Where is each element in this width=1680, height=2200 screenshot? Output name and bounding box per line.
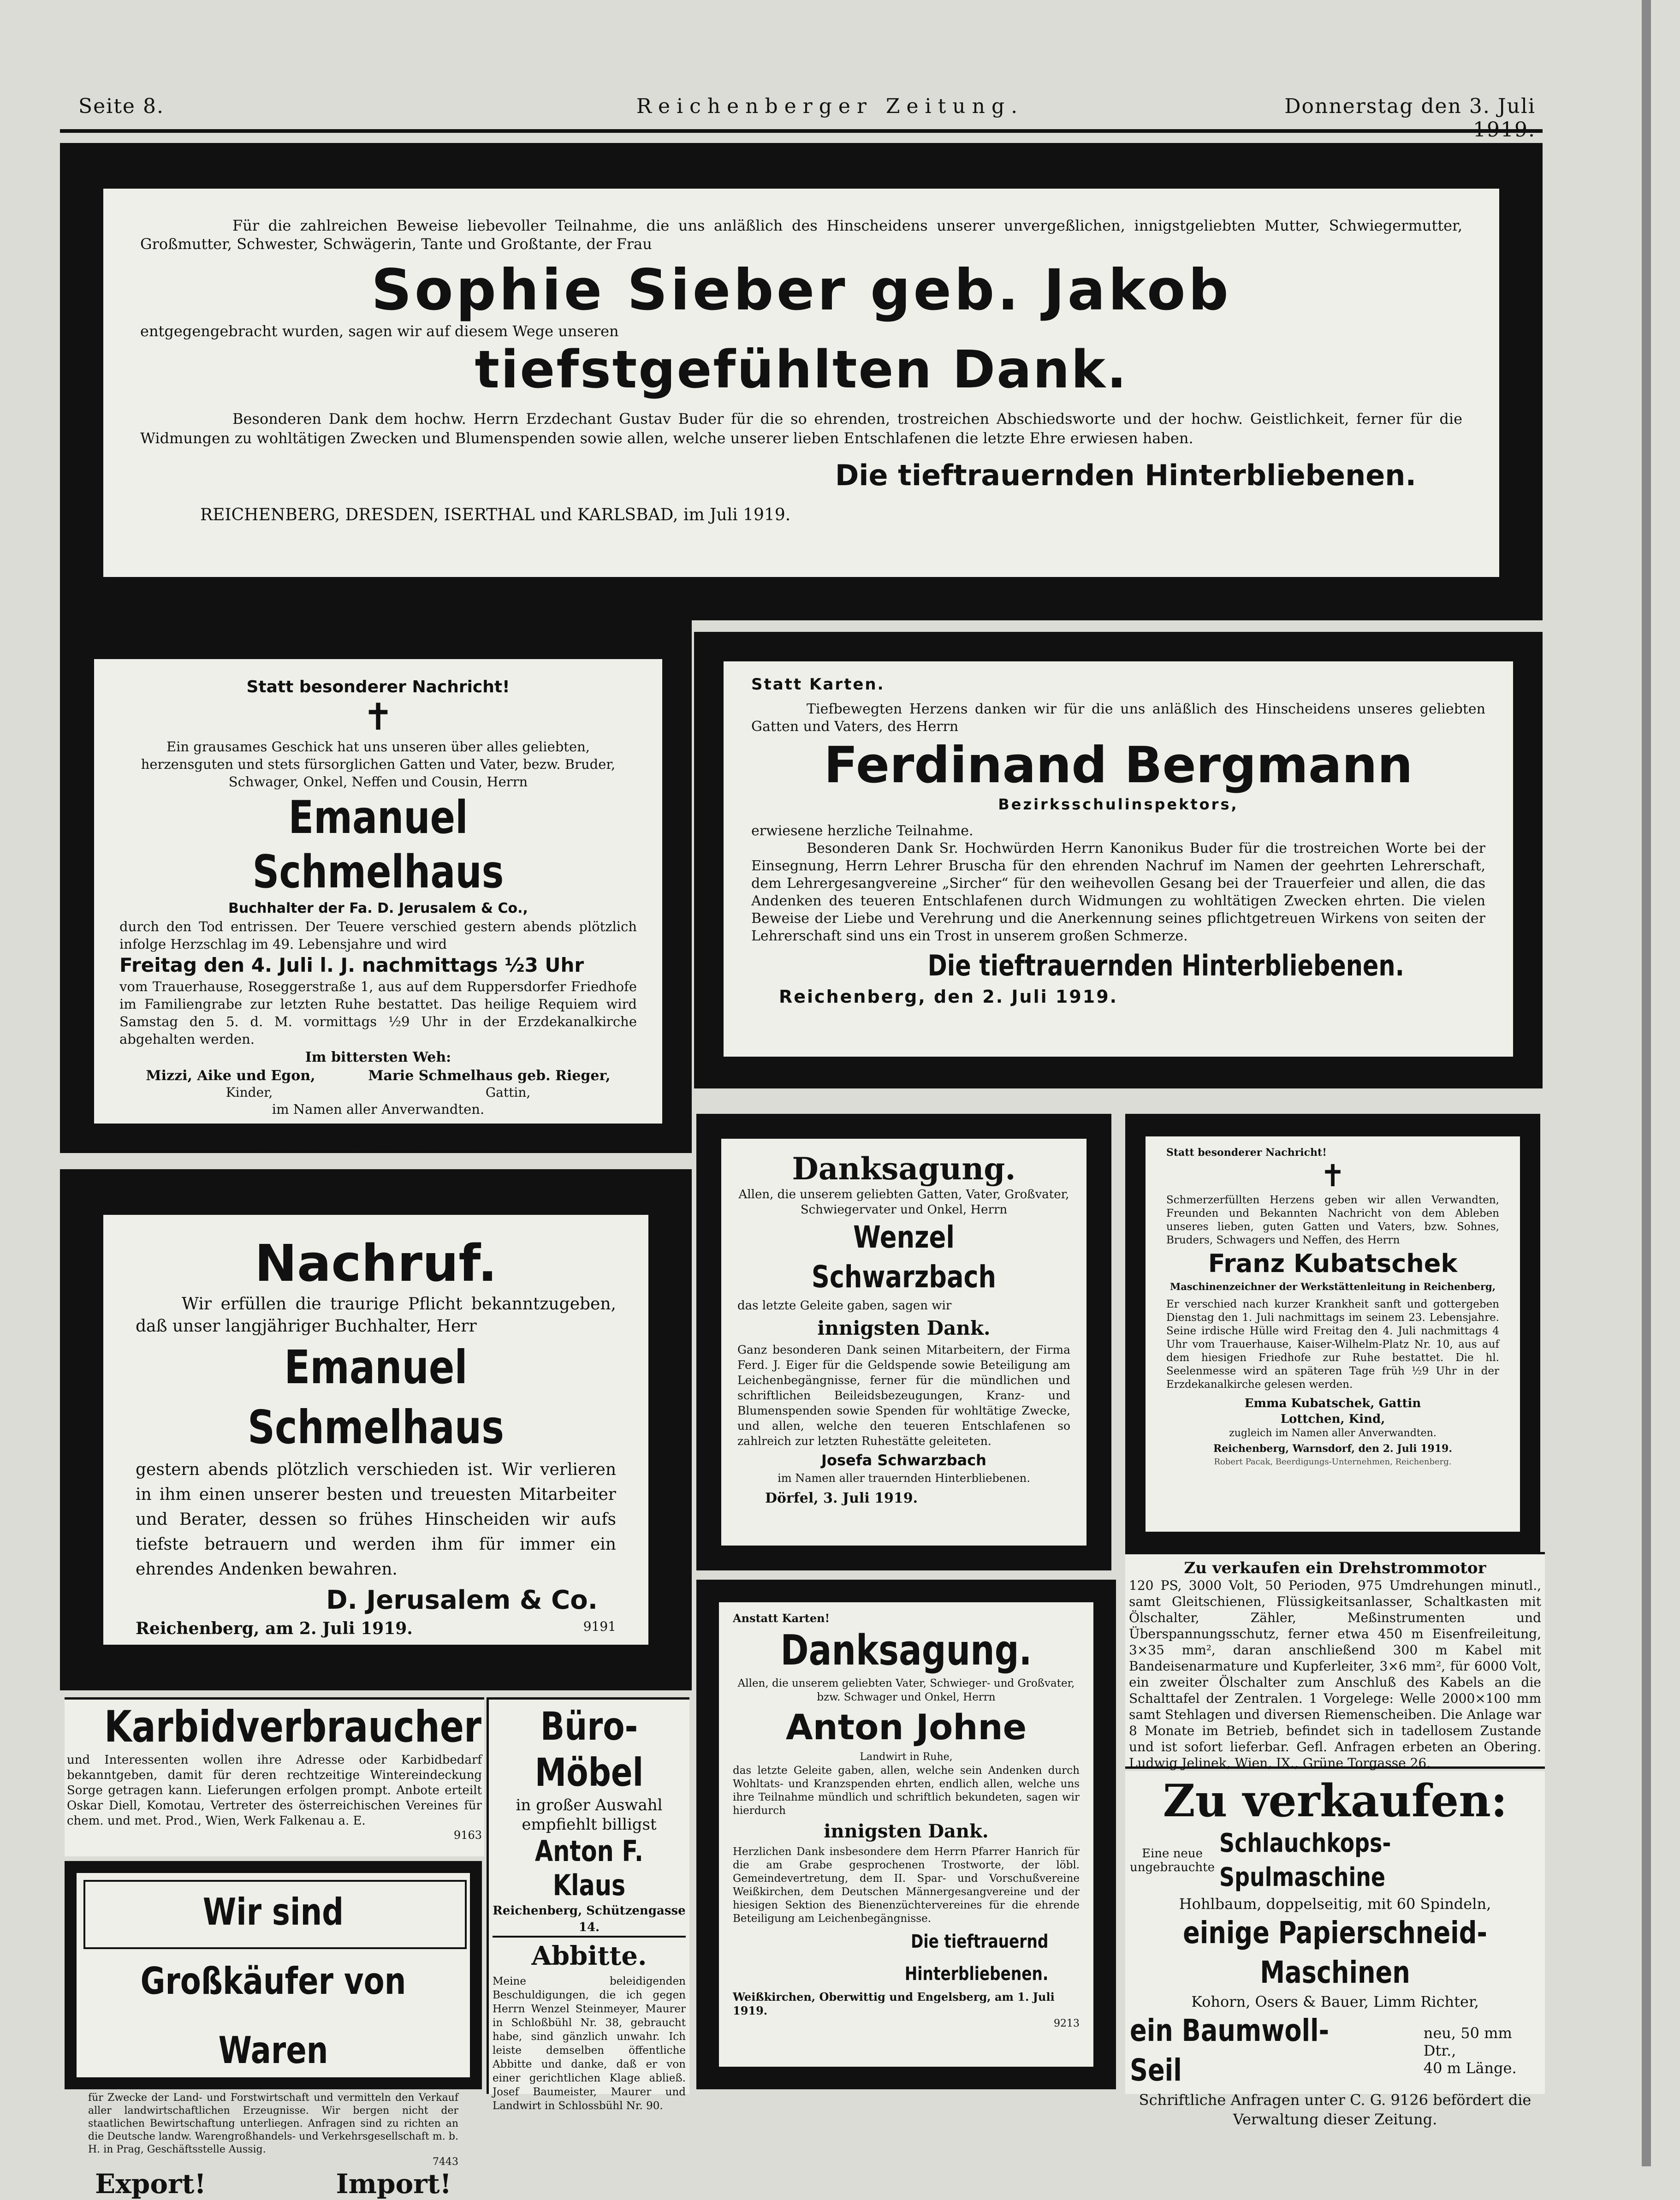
header-rule: [60, 129, 1543, 133]
kubatschek-head: Statt besonderer Nachricht!: [1166, 1147, 1327, 1159]
ad-sieber: [60, 143, 1543, 620]
schwarzbach-intro: Allen, die unserem geliebten Gatten, Vater, Großvater, Schwiegervater und Onkel, Herrn: [738, 1188, 1069, 1217]
kubatschek-name: Franz Kubatschek: [1208, 1249, 1458, 1278]
ad-drehstrom: [1125, 1552, 1545, 1769]
johne-signature: Die tieftrauernd Hinterbliebenen.: [904, 1931, 1049, 1985]
bergmann-line2: erwiesene herzliche Teilnahme.: [751, 823, 974, 839]
kubatschek-place: Reichenberg, Warnsdorf, den 2. Juli 1919.: [1213, 1443, 1452, 1455]
ad-schwarzbach: [696, 1114, 1111, 1570]
karbid-head: Karbidverbraucher: [104, 1702, 482, 1752]
ad-schwarzbach-inner: [719, 1137, 1088, 1547]
nachruf-name: Emanuel Schmelhaus: [247, 1340, 505, 1454]
schwarzbach-line2: das letzte Geleite gaben, sagen wir: [737, 1299, 952, 1313]
nachruf-head: Nachruf.: [255, 1234, 497, 1293]
sieber-name: Sophie Sieber geb. Jakob: [371, 257, 1231, 323]
ad-schmelhaus-notice-inner: [92, 657, 664, 1153]
ad-bergmann: [694, 632, 1543, 1088]
schmelhaus-grief: Im bittersten Weh:: [305, 1049, 451, 1065]
schmelhaus-role-children: Kinder,: [226, 1085, 273, 1100]
bergmann-name: Ferdinand Bergmann: [824, 737, 1413, 794]
schwarzbach-thanks: innigsten Dank.: [817, 1317, 991, 1339]
johne-thanks: innigsten Dank.: [824, 1820, 989, 1842]
schmelhaus-undertaker: Erste Reichenberger Bestattungsanstalt „Concordia“.: [239, 1141, 517, 1153]
zuverkaufen-line1a: Eine neue: [1142, 1847, 1203, 1861]
johne-head: Anstatt Karten!: [733, 1611, 830, 1625]
ad-kubatschek: [1125, 1114, 1540, 1552]
schmelhaus-text1: durch den Tod entrissen. Der Teuere verschied gestern abends plötzlich infolge Herzschlag im 49. Lebensjahre und wird: [119, 919, 637, 952]
karbid-code: 9163: [453, 1829, 482, 1842]
schmelhaus-name: Emanuel Schmelhaus: [252, 791, 504, 898]
ad-johne: [696, 1580, 1116, 2089]
johne-role: Landwirt in Ruhe,: [860, 1751, 953, 1763]
zuverkaufen-item2b: Kohorn, Osers & Bauer, Limm Richter,: [1191, 1993, 1479, 2010]
schmelhaus-title: Buchhalter der Fa. D. Jerusalem & Co.,: [228, 900, 528, 916]
johne-title: Danksagung.: [780, 1626, 1032, 1675]
schwarzbach-signer: Josefa Schwarzbach: [821, 1451, 986, 1469]
schmelhaus-role-wife: Gattin,: [485, 1085, 531, 1100]
bergmann-head: Statt Karten.: [751, 675, 885, 694]
ad-karbid: [65, 1697, 484, 1856]
zuverkaufen-line1b: ungebrauchte: [1130, 1861, 1215, 1874]
ad-grosskaeufer-inner: [75, 1871, 472, 2200]
johne-code: 9213: [1054, 2018, 1080, 2029]
ad-sieber-inner: [101, 187, 1501, 579]
kubatschek-intro: Schmerzerfüllten Herzens geben wir allen Verwandten, Freunden und Bekannten Nachricht von dem Ableben unseres lieben, guten Gatten und Vaters, bzw. Sohnes, Bruders, Schwagers und Neffen, des Herrn: [1166, 1194, 1499, 1246]
drehstrom-head: Zu verkaufen ein Drehstrommotor: [1184, 1559, 1486, 1577]
schwarzbach-relatives: im Namen aller trauernden Hinterbliebenen.: [778, 1472, 1030, 1485]
nachruf-place: Reichenberg, am 2. Juli 1919.: [136, 1619, 413, 1638]
kubatschek-title: Maschinenzeichner der Werkstättenleitung in Reichenberg,: [1169, 1281, 1496, 1292]
cross-icon-2: ✝: [1320, 1158, 1346, 1194]
sieber-place: REICHENBERG, DRESDEN, ISERTHAL und KARLSBAD, im Juli 1919.: [200, 505, 791, 524]
bergmann-signature: Die tieftrauernden Hinterbliebenen.: [927, 949, 1404, 982]
zuverkaufen-item1b: Hohlbaum, doppelseitig, mit 60 Spindeln,: [1179, 1895, 1491, 1913]
zuverkaufen-item2: einige Papierschneid-Maschinen: [1183, 1915, 1487, 1990]
abbitte-head: Abbitte.: [531, 1941, 647, 1971]
sieber-signature: Die tieftrauernden Hinterbliebenen.: [835, 458, 1416, 492]
buero-head: Büro-Möbel: [534, 1704, 644, 1795]
nachruf-intro: Wir erfüllen die traurige Pflicht bekanntzugeben, daß unser langjähriger Buchhalter, Herr: [136, 1295, 616, 1336]
import-label: Import!: [336, 2168, 451, 2200]
nachruf-firm: D. Jerusalem & Co.: [326, 1585, 598, 1615]
ad-kubatschek-inner: [1144, 1135, 1522, 1534]
schwarzbach-para: Ganz besonderen Dank seinen Mitarbeitern, der Firma Ferd. J. Eiger für die Geldspende sowie Beteiligung am Leichenbegängnisse, ferner für die mündlichen und schriftlichen Beileidsbezeugungen, Kranz- und Blumenspenden sowie Spenden für wohltätige Zwecke, und allen, welche den teueren Entschlafenen so zahlreich zur letzten Ruhestätte geleiteten.: [737, 1343, 1070, 1448]
johne-para: Herzlichen Dank insbesondere dem Herrn Pfarrer Hanrich für die am Grabe gesprochenen Trostworte, der löbl. Gemeindevertretung, dem II. Spar- und Vorschußvereine Weißkirchen, dem Deutschen Männergesangvereine und der hiesigen Sektion des Bienenzüchtervereines für die ehrende Beteiligung am Leichenbegängnisse.: [733, 1846, 1080, 1925]
karbid-para: und Interessenten wollen ihre Adresse oder Karbidbedarf bekanntgeben, damit für deren rechtzeitige Wintereindeckung Sorge getragen kann. Lieferungen erfolgen prompt. Anbote erteilt Oskar Diell, Komotau, Vertreter des österreichischen Vereines für chem. und met. Prod., Wien, Werk Falkenau a. E.: [67, 1753, 482, 1828]
sieber-line2: entgegengebracht wurden, sagen wir auf diesem Wege unseren: [140, 322, 619, 340]
nachruf-para: gestern abends plötzlich verschieden ist. Wir verlieren in ihm einen unserer besten und treuesten Mitarbeiter und Berater, dessen so frühes Hinscheiden wir aufs tiefste betrauern und werden ihm für immer ein ehrendes Andenken bewahren.: [136, 1460, 616, 1579]
buero-address: Reichenberg, Schützengasse 14.: [493, 1903, 686, 1938]
kubatschek-signer-2: Lottchen, Kind,: [1280, 1412, 1385, 1426]
abbitte-para: Meine beleidigenden Beschuldigungen, die ich gegen Herrn Wenzel Steinmeyer, Maurer in Schloßbühl Nr. 38, gebraucht habe, sind gänzlich unwahr. Ich leiste demselben öffentliche Abbitte und danke, daß er von einer gerichtlichen Klage abließ. Josef Baumeister, Maurer und Landwirt in Schlossbühl Nr. 90.: [493, 1975, 686, 2112]
johne-name: Anton Johne: [785, 1706, 1027, 1748]
schmelhaus-mourners-wife: Marie Schmelhaus geb. Rieger,: [368, 1068, 611, 1084]
ad-nachruf: [60, 1169, 692, 1690]
ad-schmelhaus-notice: [60, 620, 692, 1153]
schmelhaus-funeral: Freitag den 4. Juli l. J. nachmittags ½3 Uhr: [119, 954, 584, 976]
ad-grosskaeufer: [65, 1861, 482, 2200]
schmelhaus-mourners-children: Mizzi, Aike und Egon,: [146, 1068, 315, 1084]
ad-nachruf-inner: [101, 1213, 650, 1647]
zuverkaufen-head: Zu verkaufen:: [1163, 1775, 1508, 1827]
sieber-para: Besonderen Dank dem hochw. Herrn Erzdechant Gustav Buder für die so ehrenden, trostreichen Abschiedsworte und der hochw. Geistlichkeit, ferner für die Widmungen zu wohltätigen Zwecken und Blumenspenden sowie allen, welche unserer lieben Entschlafenen die letzte Ehre erwiesen haben.: [140, 410, 1462, 447]
grosskaeufer-head: Wir sind Großkäufer von Waren: [140, 1891, 406, 2072]
bergmann-intro: Tiefbewegten Herzens danken wir für die uns anläßlich des Hinscheidens unseres geliebten Gatten und Vaters, des Herrn: [751, 701, 1485, 735]
export-label: Export!: [95, 2168, 206, 2200]
schmelhaus-text2: vom Trauerhause, Roseggerstraße 1, aus auf dem Ruppersdorfer Friedhofe im Familiengrabe zur letzten Ruhe bestattet. Das heilige Requiem wird Samstag den 5. d. M. vormittags ½9 Uhr in der Erzdekanalkirche abgehalten werden.: [119, 979, 637, 1047]
zuverkaufen-footer: Schriftliche Anfragen unter C. G. 9126 befördert die Verwaltung dieser Zeitung.: [1139, 2091, 1532, 2128]
schwarzbach-place: Dörfel, 3. Juli 1919.: [765, 1490, 918, 1506]
zuverkaufen-item3c: 40 m Länge.: [1423, 2059, 1517, 2077]
sieber-thanks: tiefstgefühlten Dank.: [475, 340, 1128, 400]
bergmann-title: Bezirksschulinspektors,: [998, 796, 1239, 813]
ad-johne-inner: [717, 1600, 1095, 2069]
bergmann-para: Besonderen Dank Sr. Hochwürden Herrn Kanonikus Buder für die trostreichen Worte bei der Einsegnung, Herrn Lehrer Bruscha für den ehrenden Nachruf im Namen der geehrten Lehrerschaft, dem Lehrergesangvereine „Sircher“ für den weihevollen Gesang bei der Trauerfeier und allen, die das Andenken des teueren Entschlafenen durch Widmungen zu wohltätigen Zwecken ehrten. Die vielen Beweise der Liebe und Verehrung und die Anerkennung seines pflichtgetreuen Wirkens von seiten der Lehrerschaft sind uns ein Trost in unserem großen Schmerze.: [751, 840, 1485, 944]
bergmann-place: Reichenberg, den 2. Juli 1919.: [779, 987, 1118, 1007]
page-number: Seite 8.: [78, 95, 164, 118]
kubatschek-relatives: zugleich im Namen aller Anverwandten.: [1229, 1427, 1437, 1439]
johne-place: Weißkirchen, Oberwittig und Engelsberg, am 1. Juli 1919.: [733, 1990, 1055, 2017]
cross-icon: ✝: [362, 696, 394, 738]
schmelhaus-intro: Ein grausames Geschick hat uns unseren über alles geliebten, herzensguten und stets fürsorglichen Gatten und Vater, bezw. Bruder, Schwager, Onkel, Neffen und Cousin, Herrn: [141, 739, 616, 790]
ad-buero: [487, 1697, 689, 2112]
kubatschek-signer: Emma Kubatschek, Gattin: [1244, 1397, 1421, 1410]
buero-line2: empfiehlt billigst: [522, 1815, 657, 1834]
kubatschek-para: Er verschied nach kurzer Krankheit sanft und gottergeben Dienstag den 1. Juli nachmittags im seinem 23. Lebensjahre. Seine irdische Hülle wird Freitag den 4. Juli nachmittags 4 Uhr vom Trauerhause, Kaiser-Wilhelm-Platz Nr. 10, aus auf dem hiesigen Friedhofe zur Ruhe bestattet. Die hl. Seelenmesse wird an späteren Tage früh ½9 Uhr in der Erzdekanalkirche gelesen werden.: [1166, 1298, 1499, 1391]
kubatschek-undertaker: Robert Pacak, Beerdigungs-Unternehmen, Reichenberg.: [1214, 1457, 1452, 1467]
zuverkaufen-item3b: neu, 50 mm Dtr.,: [1423, 2024, 1512, 2059]
schmelhaus-place: Reichenberg, Ruppersdorf, Starkenbach und Zürich, am 2. Juli 1919.: [128, 1122, 628, 1137]
ad-zuverkaufen: [1125, 1771, 1545, 2128]
page-edge: [1642, 0, 1651, 2166]
grosskaeufer-code: 7443: [433, 2156, 458, 2168]
schmelhaus-relatives: im Namen aller Anverwandten.: [272, 1101, 485, 1117]
issue-date: Donnerstag den 3. Juli: [1284, 95, 1536, 118]
ad-bergmann-inner: [722, 660, 1515, 1058]
zuverkaufen-item3: ein Baumwoll-Seil: [1130, 2013, 1330, 2088]
grosskaeufer-para: für Zwecke der Land- und Forstwirtschaft und vermitteln den Verkauf aller landwirtschaftlichen Erzeugnisse. Wir bergen nicht der staatlichen Bewirtschaftung unterliegen. Anfragen sind zu richten an die Deutsche landw. Warengroßhandels- und Verkehrsgesellschaft m. b. H. in Prag, Geschäftsstelle Aussig.: [88, 2092, 458, 2155]
buero-name: Anton F. Klaus: [534, 1834, 644, 1902]
drehstrom-para: 120 PS, 3000 Volt, 50 Perioden, 975 Umdrehungen minutl., samt Gleitschienen, Flüssigkeitsanlasser, Schaltkasten mit Ölschalter, Zähler, Meßinstrumenten und Überspannungsschutz, ferner etwa 450 m Eisenfreileitung, 3×35 mm², daran anschließend 300 m Kabel mit Bandeisenarmature und Kupferleiter, 3×6 mm², für 6000 Volt, ein zweiter Ölschalter zum Anschluß des Kabels an die Schalttafel der Zentralen. 1 Vorgelege: Welle 2000×100 mm samt Stehlagen und diversen Riemenscheiben. Die Anlage war 8 Monate im Betrieb, befindet sich in tadellosem Zustande und ist sofort lieferbar. Gefl. Anfragen erbeten an Obering. Ludwig Jelinek, Wien, IX., Grüne Torgasse 26.: [1129, 1578, 1541, 1771]
nachruf-code: 9191: [583, 1619, 616, 1634]
newspaper-title: Reichenberger Zeitung.: [636, 95, 1024, 118]
zuverkaufen-item1: Schlauchkops-Spulmaschine: [1219, 1828, 1391, 1892]
johne-line2: das letzte Geleite gaben, allen, welche sein Andenken durch Wohltats- und Kranzspenden ehrten, endlich allen, welche uns ihre Teilnahme mündlich und schriftlich bekundeten, sagen wir hierdurch: [733, 1765, 1080, 1817]
johne-intro: Allen, die unserem geliebten Vater, Schwieger- und Großvater, bzw. Schwager und Onkel, Herrn: [737, 1677, 1075, 1703]
sieber-intro: Für die zahlreichen Beweise liebevoller Teilnahme, die uns anläßlich des Hinscheidens unserer unvergeßlichen, innigstgeliebten Mutter, Schwiegermutter, Großmutter, Schwester, Schwägerin, Tante und Großtante, der Frau: [140, 217, 1462, 253]
schwarzbach-name: Wenzel Schwarzbach: [811, 1219, 997, 1295]
buero-line1: in großer Auswahl: [516, 1796, 663, 1814]
schmelhaus-head: Statt besonderer Nachricht!: [246, 678, 510, 696]
schwarzbach-head: Danksagung.: [792, 1151, 1016, 1187]
